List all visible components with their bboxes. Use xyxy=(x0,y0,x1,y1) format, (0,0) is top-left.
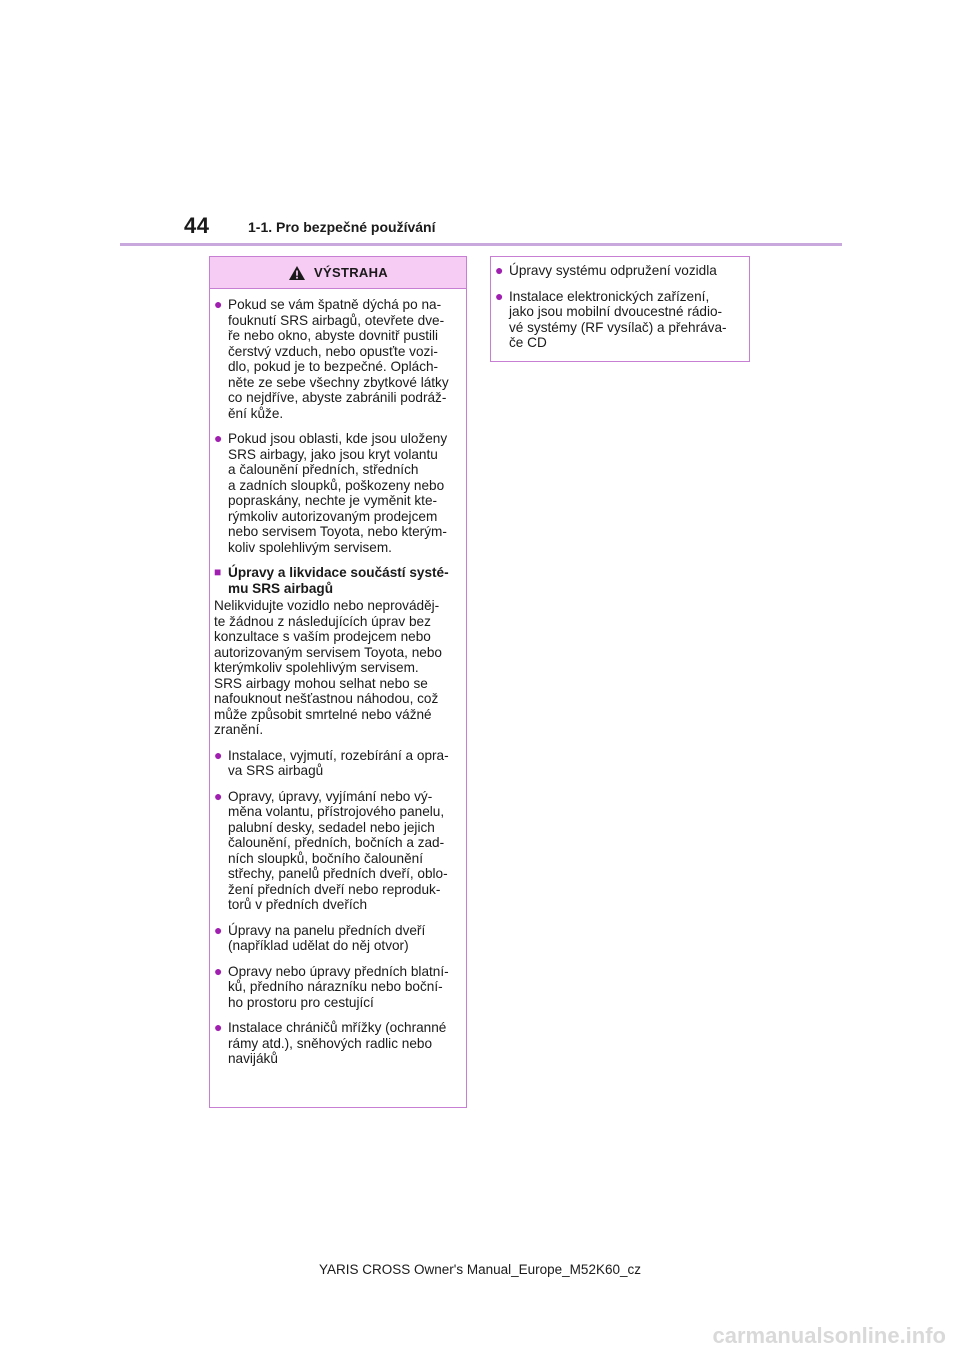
warning-triangle-icon xyxy=(288,265,306,281)
header-divider xyxy=(120,243,842,246)
list-item xyxy=(214,964,461,1011)
circle-bullet-icon: ● xyxy=(214,296,223,312)
warning-header xyxy=(210,257,466,289)
square-bullet-icon: ■ xyxy=(214,565,222,579)
circle-bullet-icon: ● xyxy=(214,921,223,938)
footer-manual-id: YARIS CROSS Owner's Manual_Europe_M52K60_cz xyxy=(319,1262,641,1277)
circle-bullet-icon: ● xyxy=(214,962,223,979)
circle-bullet-icon: ● xyxy=(495,287,504,304)
list-item-text: Instalace elektronických zařízení, jako jsou mobilní dvoucestné rádio- vé systémy (RF vysílač) a přehráva- če CD xyxy=(509,288,727,350)
list-item-text: Pokud se vám špatně dýchá po na- fouknutí SRS airbagů, otevřete dve- ře nebo okno, abyste dovnitř pustili čerstvý vzduch, nebo opusťte vozi- dlo, pokud je to bezpečné. Oplách- něte ze sebe všechny zbytkové látky co nejdříve, abyste zabránili podráž- ění kůže. xyxy=(228,297,449,421)
list-item-text: Pokud jsou oblasti, kde jsou uloženy SRS airbagy, jako jsou kryt volantu a čalounění předních, středních a zadních sloupků, poškozeny nebo popraskány, nechte je vyměnit kte- rýmkoliv autorizovaným prodejcem nebo servisem Toyota, nebo kterým- koliv spolehlivým servisem. xyxy=(228,431,448,555)
list-item-text: Opravy nebo úpravy předních blatní- ků, předního nárazníku nebo boční- ho prostoru pro cestující xyxy=(228,963,449,1010)
circle-bullet-icon: ● xyxy=(214,430,223,446)
circle-bullet-icon: ● xyxy=(214,746,223,763)
list-item xyxy=(495,263,743,279)
warning-title: VÝSTRAHA xyxy=(314,265,388,280)
subheading xyxy=(214,565,461,596)
list-item xyxy=(214,1020,461,1067)
list-item xyxy=(214,748,461,779)
list-item-text: Instalace, vyjmutí, rozebírání a opra- va SRS airbagů xyxy=(228,747,449,778)
list-item xyxy=(214,431,461,555)
warning-body xyxy=(210,289,466,1067)
list-item xyxy=(495,289,743,351)
list-item-text: Instalace chráničů mřížky (ochranné rámy atd.), sněhových radlic nebo navijáků xyxy=(228,1020,447,1066)
circle-bullet-icon: ● xyxy=(214,787,223,804)
subheading-text: Úpravy a likvidace součástí systé- mu SRS airbagů xyxy=(228,565,449,596)
watermark: carmanualsonline.info xyxy=(712,1323,946,1348)
list-item xyxy=(214,923,461,954)
page-number: 44 xyxy=(184,213,210,238)
list-item xyxy=(214,789,461,913)
section-title: 1-1. Pro bezpečné používání xyxy=(248,219,436,235)
continuation-box xyxy=(490,256,750,362)
list-item-text: Úpravy na panelu předních dveří (například udělat do něj otvor) xyxy=(228,922,426,953)
list-item-text: Opravy, úpravy, vyjímání nebo vý- měna volantu, přístrojového panelu, palubní desky, sedadel nebo jejich čalounění, předních, bočních a zad- ních sloupků, bočního čalounění střechy, panelů předních dveří, oblo- žení předních dveří nebo reproduk- torů v předních dveřích xyxy=(228,788,448,912)
list-item-text: Úpravy systému odpružení vozidla xyxy=(509,263,717,278)
circle-bullet-icon: ● xyxy=(495,262,504,278)
warning-paragraph: Nelikvidujte vozidlo nebo neprováděj- te žádnou z následujících úprav bez konzultace s vaším prodejcem nebo autorizovaným servisem Toyota, nebo kterýmkoliv spolehlivým servisem. SRS airbagy mohou selhat nebo se nafouknout nešťastnou náhodou, což může způsobit smrtelné nebo vážné zranění. xyxy=(214,598,442,737)
warning-box xyxy=(209,256,467,1108)
list-item xyxy=(214,297,461,421)
circle-bullet-icon: ● xyxy=(214,1019,223,1035)
